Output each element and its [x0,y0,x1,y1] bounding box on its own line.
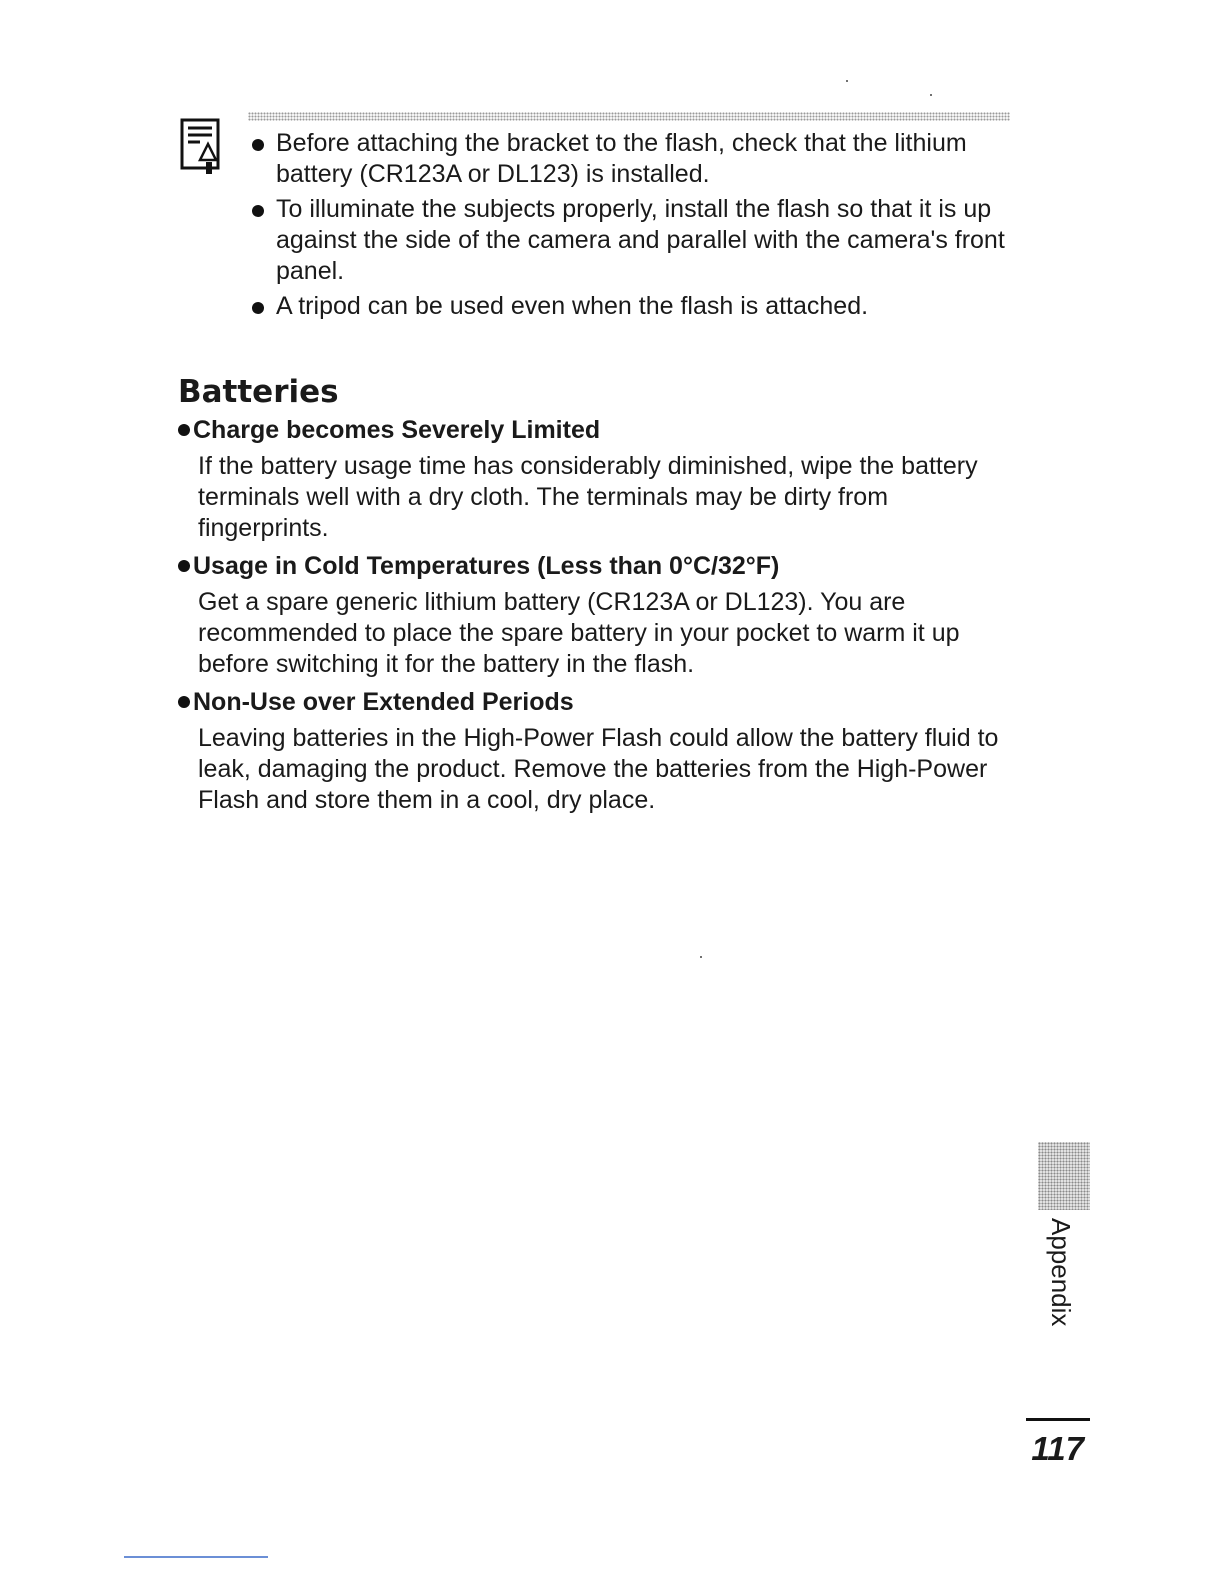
page-number-rule [1026,1418,1090,1421]
scan-speck [700,956,702,958]
topic-heading-text: Usage in Cold Temperatures (Less than 0°C/32°F) [193,552,780,580]
note-icon [180,118,222,178]
topic-charge [178,414,1018,544]
bullet-icon [178,424,190,436]
topic-list [178,414,1018,822]
page-number: 117 [1031,1430,1084,1467]
bottom-edge-line [124,1556,268,1558]
note-bullet: Before attaching the bracket to the flash, check that the lithium battery (CR123A or DL123) is installed. [248,128,1028,190]
side-tab-label: Appendix [1046,1218,1076,1327]
topic-non-use [178,686,1018,816]
topic-body: Get a spare generic lithium battery (CR123A or DL123). You are recommended to place the spare battery in your pocket to warm it up before switching it for the battery in the flash. [198,588,960,678]
topic-heading [178,550,1018,582]
topic-heading [178,414,1018,446]
topic-cold-temperatures [178,550,1018,680]
side-tab-marker [1038,1142,1090,1210]
topic-heading [178,686,1018,718]
note-bullet: A tripod can be used even when the flash is attached. [248,291,1028,322]
bullet-icon [178,560,190,572]
dotted-rule [248,112,1010,121]
section-title: Batteries [178,374,339,410]
note-bullet: To illuminate the subjects properly, install the flash so that it is up against the side of the camera and parallel with the camera's front panel. [248,194,1028,287]
topic-body: If the battery usage time has considerably diminished, wipe the battery terminals well with a dry cloth. The terminals may be dirty from fingerprints. [198,452,978,542]
note-list [248,128,1028,326]
topic-body: Leaving batteries in the High-Power Flash could allow the battery fluid to leak, damaging the product. Remove the batteries from the High-Power Flash and store them in a cool, dry place. [198,724,999,814]
topic-heading-text: Charge becomes Severely Limited [193,416,601,444]
scan-speck [846,80,848,82]
topic-heading-text: Non-Use over Extended Periods [193,688,574,716]
bullet-icon [178,696,190,708]
scan-speck [930,94,932,96]
